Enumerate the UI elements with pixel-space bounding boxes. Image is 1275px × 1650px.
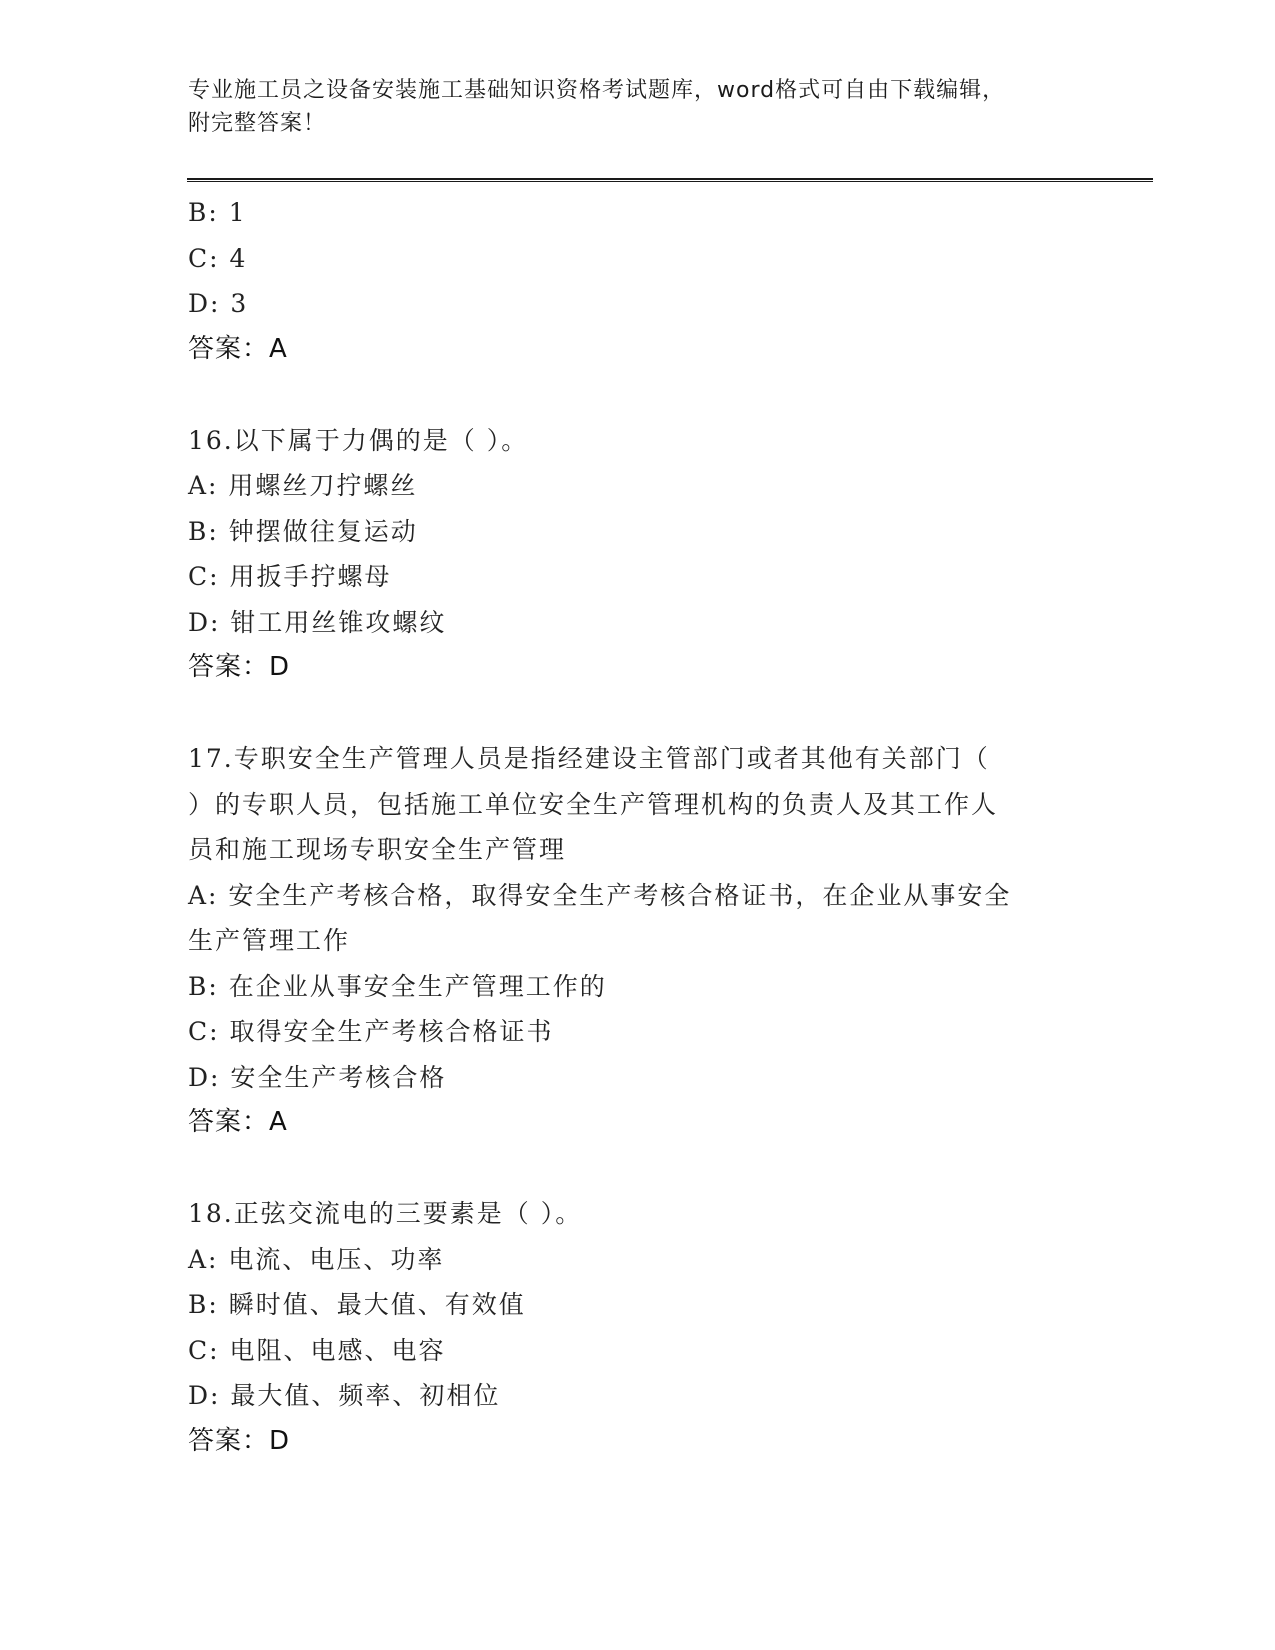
answer-line: 答案：D [188,1425,291,1456]
option-a-continued: 生产管理工作 [188,926,351,955]
option-d: D: 安全生产考核合格 [188,1062,447,1092]
question-stem-continued: ）的专职人员，包括施工单位安全生产管理机构的负责人及其工作人 [188,789,999,819]
answer-line: 答案：D [188,652,291,682]
option-b: B: 瞬时值、最大值、有效值 [188,1290,526,1319]
option-c: C: 取得安全生产考核合格证书 [188,1017,554,1046]
question-list [188,190,1088,1464]
question-18 [188,1191,1088,1464]
question-stem: 17.专职安全生产管理人员是指经建设主管部门或者其他有关部门（ [188,744,990,773]
option-a: A: 电流、电压、功率 [188,1244,445,1274]
question-stem-continued: 员和施工现场专职安全生产管理 [188,835,567,864]
page-header [188,74,1088,140]
option-a: A: 用螺丝刀拧螺丝 [188,471,418,500]
option-b: B: 钟摆做往复运动 [188,516,418,546]
option-a: A: 安全生产考核合格，取得安全生产考核合格证书，在企业从事安全 [188,880,1012,910]
question-17 [188,736,1088,1146]
option-c: C: 电阻、电感、电容 [188,1335,446,1365]
option-d: D: 钳工用丝锥攻螺纹 [188,607,447,637]
option-c: C: 用扳手拧螺母 [188,562,392,591]
option-d: D: 最大值、频率、初相位 [188,1381,501,1410]
option-b: B: 在企业从事安全生产管理工作的 [188,971,607,1001]
prev-question-block [188,190,1088,372]
spacer [188,691,1088,737]
question-stem: 18.正弦交流电的三要素是（ ）。 [188,1199,583,1228]
option-b: B: 1 [188,198,247,227]
header-line-1: 专业施工员之设备安装施工基础知识资格考试题库，word格式可自由下载编辑， [188,78,1006,103]
option-c: C: 4 [188,243,248,273]
header-line-2: 附完整答案！ [188,111,327,136]
question-16 [188,418,1088,691]
answer-line: 答案：A [188,333,288,364]
spacer [188,1146,1088,1192]
question-stem: 16.以下属于力偶的是（ ）。 [188,425,529,455]
option-d: D: 3 [188,289,249,318]
answer-line: 答案：A [188,1107,288,1137]
header-divider [187,178,1153,182]
spacer [188,372,1088,418]
